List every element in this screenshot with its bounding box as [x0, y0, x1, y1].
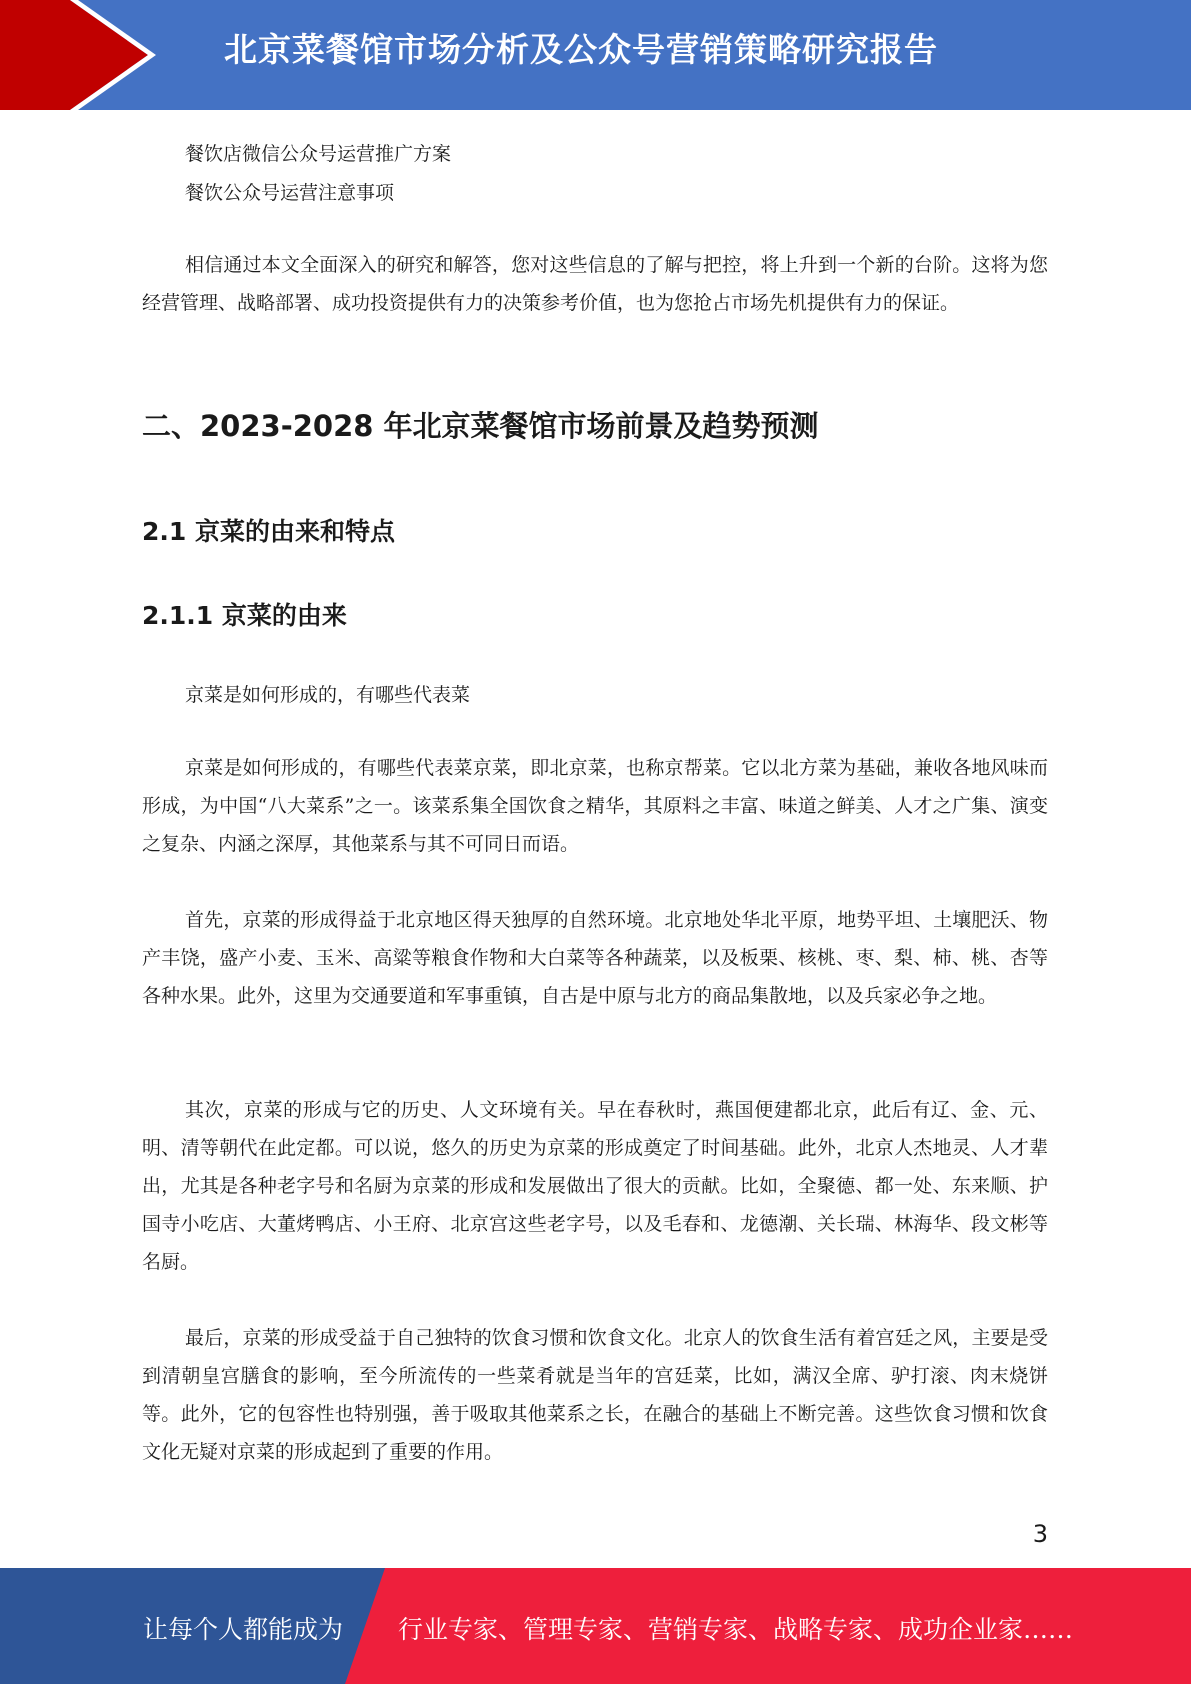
page-number: 3 — [1032, 1520, 1048, 1548]
report-title: 北京菜餐馆市场分析及公众号营销策略研究报告 — [224, 30, 938, 69]
page-header — [0, 0, 1191, 110]
footer-slogan-left: 让每个人都能成为 — [143, 1615, 344, 1644]
section-heading: 二、2023-2028 年北京菜餐馆市场前景及趋势预测 — [142, 409, 819, 443]
page-footer — [0, 1568, 1191, 1684]
body-paragraph: 其次，京菜的形成与它的历史、人文环境有关。早在春秋时，燕国便建都北京，此后有辽、金、元、明、清等朝代在此定都。可以说，悠久的历史为京菜的形成奠定了时间基础。此外，北京人杰地灵、人才辈出，尤其是各种老字号和名厨为京菜的形成和发展做出了很大的贡献。比如，全聚德、都一处、东来顺、护国寺小吃店、大董烤鸭店、小王府、北京宫这些老字号，以及毛春和、龙德潮、关长瑞、林海华、段文彬等名厨。 — [142, 1099, 1048, 1273]
body-paragraph: 最后，京菜的形成受益于自己独特的饮食习惯和饮食文化。北京人的饮食生活有着宫廷之风，主要是受到清朝皇宫膳食的影响，至今所流传的一些菜肴就是当年的宫廷菜，比如，满汉全席、驴打滚、肉末烧饼等。此外，它的包容性也特别强，善于吸取其他菜系之长，在融合的基础上不断完善。这些饮食习惯和饮食文化无疑对京菜的形成起到了重要的作用。 — [142, 1327, 1048, 1463]
intro-paragraph: 相信通过本文全面深入的研究和解答，您对这些信息的了解与把控，将上升到一个新的台阶。这将为您经营管理、战略部署、成功投资提供有力的决策参考价值，也为您抢占市场先机提供有力的保证。 — [142, 254, 1048, 314]
toc-line: 餐饮公众号运营注意事项 — [185, 182, 395, 204]
subsection-heading: 2.1 京菜的由来和特点 — [142, 517, 395, 546]
footer-slogan-right: 行业专家、管理专家、营销专家、战略专家、成功企业家…… — [398, 1615, 1074, 1644]
body-paragraph: 京菜是如何形成的，有哪些代表菜京菜，即北京菜，也称京帮菜。它以北方菜为基础，兼收各地风味而形成，为中国“八大菜系”之一。该菜系集全国饮食之精华，其原料之丰富、味道之鲜美、人才之广集、演变之复杂、内涵之深厚，其他菜系与其不可同日而语。 — [142, 757, 1048, 855]
subsubsection-heading: 2.1.1 京菜的由来 — [142, 601, 347, 630]
question-line: 京菜是如何形成的，有哪些代表菜 — [185, 684, 471, 706]
toc-line: 餐饮店微信公众号运营推广方案 — [185, 143, 452, 165]
body-paragraph: 首先，京菜的形成得益于北京地区得天独厚的自然环境。北京地处华北平原，地势平坦、土壤肥沃、物产丰饶，盛产小麦、玉米、高粱等粮食作物和大白菜等各种蔬菜，以及板栗、核桃、枣、梨、柿、桃、杏等各种水果。此外，这里为交通要道和军事重镇，自古是中原与北方的商品集散地，以及兵家必争之地。 — [142, 909, 1048, 1007]
